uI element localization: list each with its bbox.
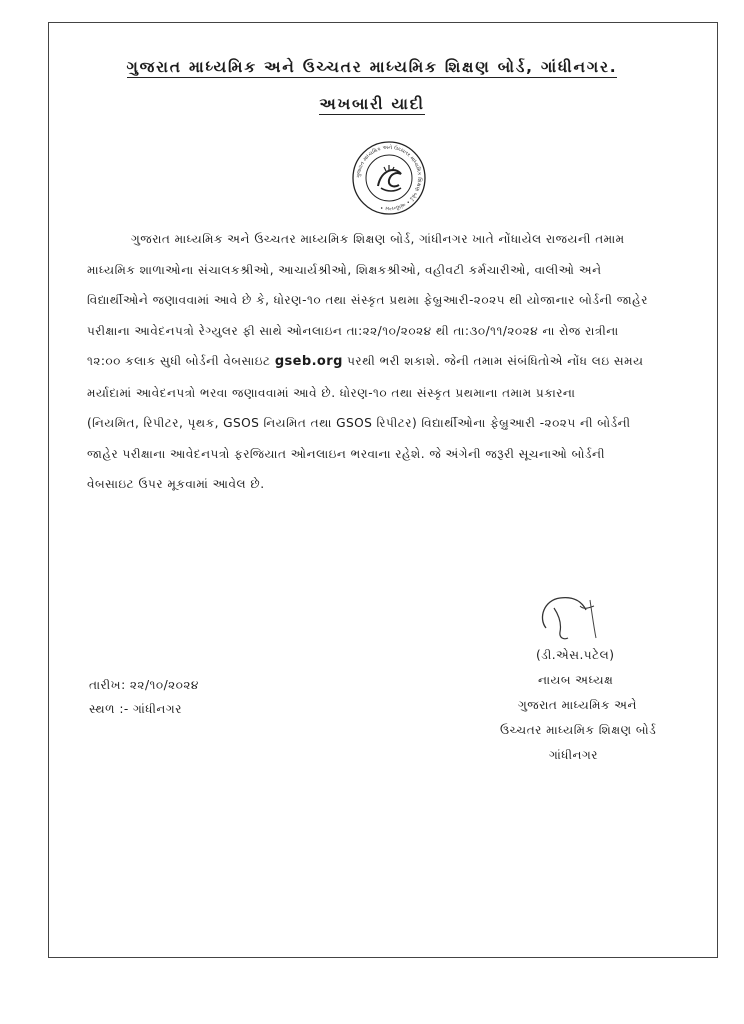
body-line: માધ્યમિક શાળાઓના સંચાલકશ્રીઓ, આચાર્યશ્રીઓ, શિક્ષકશ્રીઓ, વહીવટી કર્મચારીઓ, વાલીઓ અને [87, 262, 602, 277]
body-line: પરીક્ષાના આવેદનપત્રો રેગ્યુલર ફી સાથે ઓનલાઇન તા:૨૨/૧૦/૨૦૨૪ થી તા:૩૦/૧૧/૨૦૨૪ ના રોજ રાત્રીના [87, 323, 619, 338]
date-label: તારીખ: ૨૨/૧૦/૨૦૨૪ [89, 678, 199, 692]
body-line-with-website [87, 346, 715, 378]
document-title [0, 58, 744, 77]
body-line: (નિયમિત, રિપીટર, પૃથક, GSOS નિયમિત તથા GSOS રિપીટર) વિદ્યાર્થીઓના ફેબ્રુઆરી -૨૦૨૫ ની બોર્ડની [87, 416, 631, 430]
body-line: વેબસાઇટ ઉપર મૂકવામાં આવેલ છે. [87, 477, 265, 491]
body-line: મર્યાદામાં આવેદનપત્રો ભરવા જણાવવામાં આવે છે. ધોરણ-૧૦ તથા સંસ્કૃત પ્રથમાના તમામ પ્રકારના [87, 385, 576, 400]
subtitle-text: અખબારી યાદી [319, 95, 425, 113]
title-text: ગુજરાત માધ્યમિક અને ઉચ્ચતર માધ્યમિક શિક્ષણ બોર્ડ, ગાંધીનગર. [126, 58, 618, 76]
handwritten-signature [524, 588, 616, 648]
seal-ring-text: ગુજરાત માધ્યમિક અને ઉચ્ચતર માધ્યમિક શિક્ષણ બોર્ડ • ગાંધીનગર • [355, 144, 423, 212]
signatory-designation: નાયબ અધ્યક્ષ [538, 673, 614, 687]
website-link[interactable]: gseb.org [274, 354, 343, 369]
signatory-org-line1: ગુજરાત માધ્યમિક અને [518, 698, 638, 712]
body-line-part: ૧૨:૦૦ કલાક સુધી બોર્ડની વેબસાઇટ [87, 354, 271, 368]
body-paragraph [87, 224, 715, 500]
signatory-name: (ડી.એસ.પટેલ) [536, 648, 615, 662]
document-subtitle [0, 95, 744, 114]
board-seal-icon [351, 140, 427, 216]
signatory-block [500, 643, 700, 768]
body-line-part: પરથી ભરી શકાશે. જેની તમામ સંબંધિતોએ નોંધ લઇ સમય [347, 354, 644, 368]
body-line: વિદ્યાર્થીઓને જણાવવામાં આવે છે કે, ધોરણ-૧૦ તથા સંસ્કૃત પ્રથમા ફેબ્રુઆરી-૨૦૨૫ થી યોજાનાર બોર્ડની જાહેર [87, 293, 648, 307]
signatory-org-line2: ઉચ્ચતર માધ્યમિક શિક્ષણ બોર્ડ [500, 723, 657, 737]
body-line: ગુજરાત માધ્યમિક અને ઉચ્ચતર માધ્યમિક શિક્ષણ બોર્ડ, ગાંધીનગર ખાતે નોંધાયેલ રાજયની તમામ [131, 232, 625, 246]
place-label: સ્થળ :- ગાંધીનગર [89, 702, 182, 716]
signatory-city: ગાંધીનગર [549, 748, 598, 762]
date-place-block [89, 673, 199, 721]
body-line: જાહેર પરીક્ષાના આવેદનપત્રો ફરજિયાત ઓનલાઇન ભરવાના રહેશે. જે અંગેની જરૂરી સૂચનાઓ બોર્ડની [87, 446, 605, 461]
